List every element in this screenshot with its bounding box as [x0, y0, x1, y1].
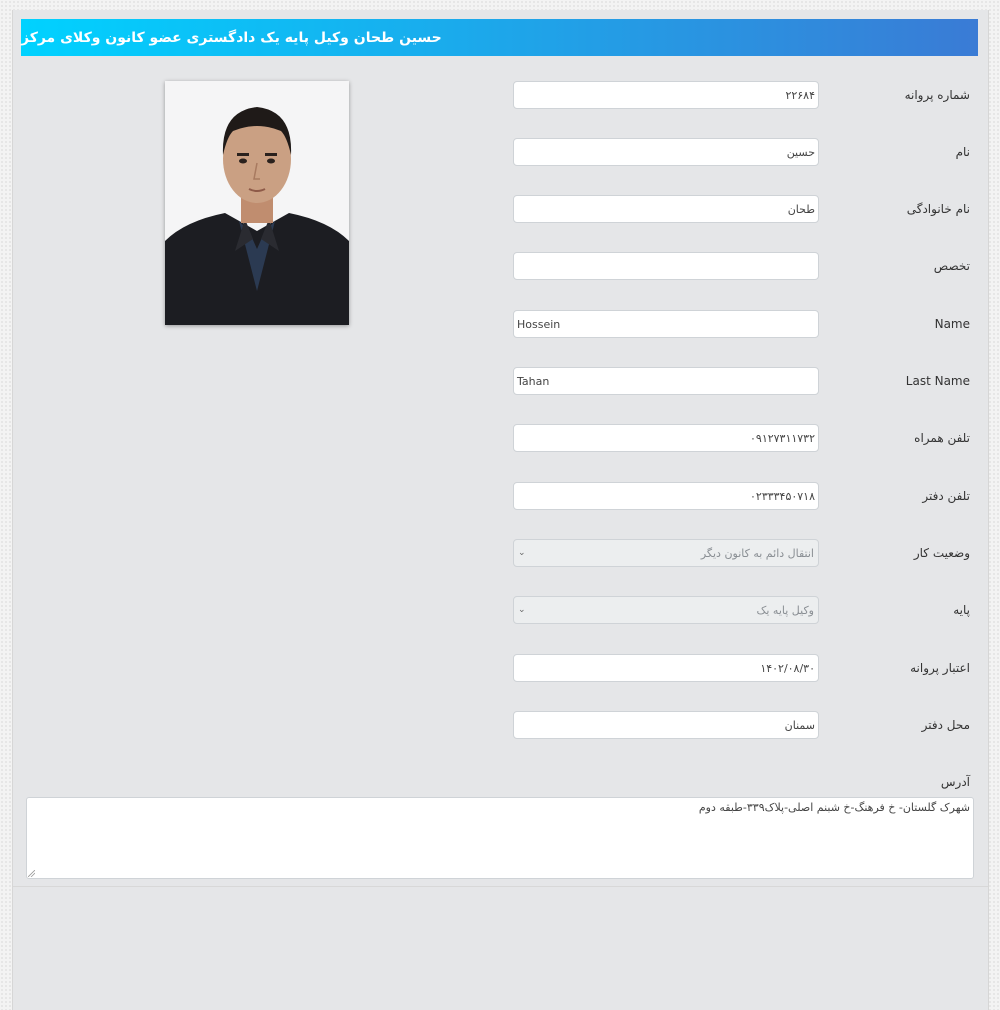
form-row-work-status — [13, 539, 988, 569]
form-row-specialty — [13, 252, 988, 282]
field-label: نام — [955, 145, 970, 159]
specialty-field[interactable] — [513, 252, 819, 280]
profile-panel — [12, 10, 989, 1010]
address-value: شهرک گلستان- خ فرهنگ-خ شبنم اصلی-پلاک۳۳۹-طبقه دوم — [698, 801, 970, 814]
license-number-field[interactable]: ۲۲۶۸۴ — [513, 81, 819, 109]
first-name-en-field[interactable]: Hossein — [513, 310, 819, 338]
field-label: وضعیت کار — [913, 546, 970, 560]
work-status-select[interactable] — [513, 539, 819, 567]
field-label: شماره پروانه — [904, 88, 970, 102]
field-label: Last Name — [905, 374, 970, 388]
form-row-mobile — [13, 424, 988, 454]
last-name-fa-field[interactable]: طحان — [513, 195, 819, 223]
field-label: نام خانوادگی — [906, 202, 970, 216]
select-value: وکیل پایه یک — [756, 603, 814, 617]
office-location-field[interactable]: سمنان — [513, 711, 819, 739]
field-label: پایه — [953, 603, 970, 617]
form-row-last-name-fa — [13, 195, 988, 225]
panel-divider — [13, 886, 988, 887]
form-row-office-phone — [13, 482, 988, 512]
form-row-name-en — [13, 310, 988, 340]
first-name-fa-field[interactable]: حسین — [513, 138, 819, 166]
license-validity-field[interactable]: ۱۴۰۲/۰۸/۳۰ — [513, 654, 819, 682]
field-label: تخصص — [933, 259, 970, 273]
chevron-down-icon: ⌄ — [518, 605, 526, 615]
field-label: Name — [934, 317, 970, 331]
form-row-last-name-en — [13, 367, 988, 397]
field-label: تلفن همراه — [914, 431, 970, 445]
rank-select[interactable] — [513, 596, 819, 624]
resize-handle-icon[interactable] — [28, 870, 35, 877]
form-row-license-validity — [13, 654, 988, 684]
office-phone-field[interactable]: ۰۲۳۳۳۴۵۰۷۱۸ — [513, 482, 819, 510]
form-row-first-name-fa — [13, 138, 988, 168]
address-label: آدرس — [940, 775, 970, 789]
field-label: محل دفتر — [921, 718, 970, 732]
chevron-down-icon: ⌄ — [518, 548, 526, 558]
address-textarea[interactable] — [26, 797, 974, 879]
field-label: اعتبار پروانه — [910, 661, 970, 675]
form-row-rank — [13, 596, 988, 626]
field-label: تلفن دفتر — [922, 489, 970, 503]
page-title: حسین طحان وکیل پایه یک دادگستری عضو کانون وکلای مرکز — [21, 19, 978, 56]
form-row-office-location — [13, 711, 988, 741]
form-row-license-number — [13, 81, 988, 111]
last-name-en-field[interactable]: Tahan — [513, 367, 819, 395]
mobile-phone-field[interactable]: ۰۹۱۲۷۳۱۱۷۳۲ — [513, 424, 819, 452]
select-value: انتقال دائم به کانون دیگر — [700, 546, 814, 560]
